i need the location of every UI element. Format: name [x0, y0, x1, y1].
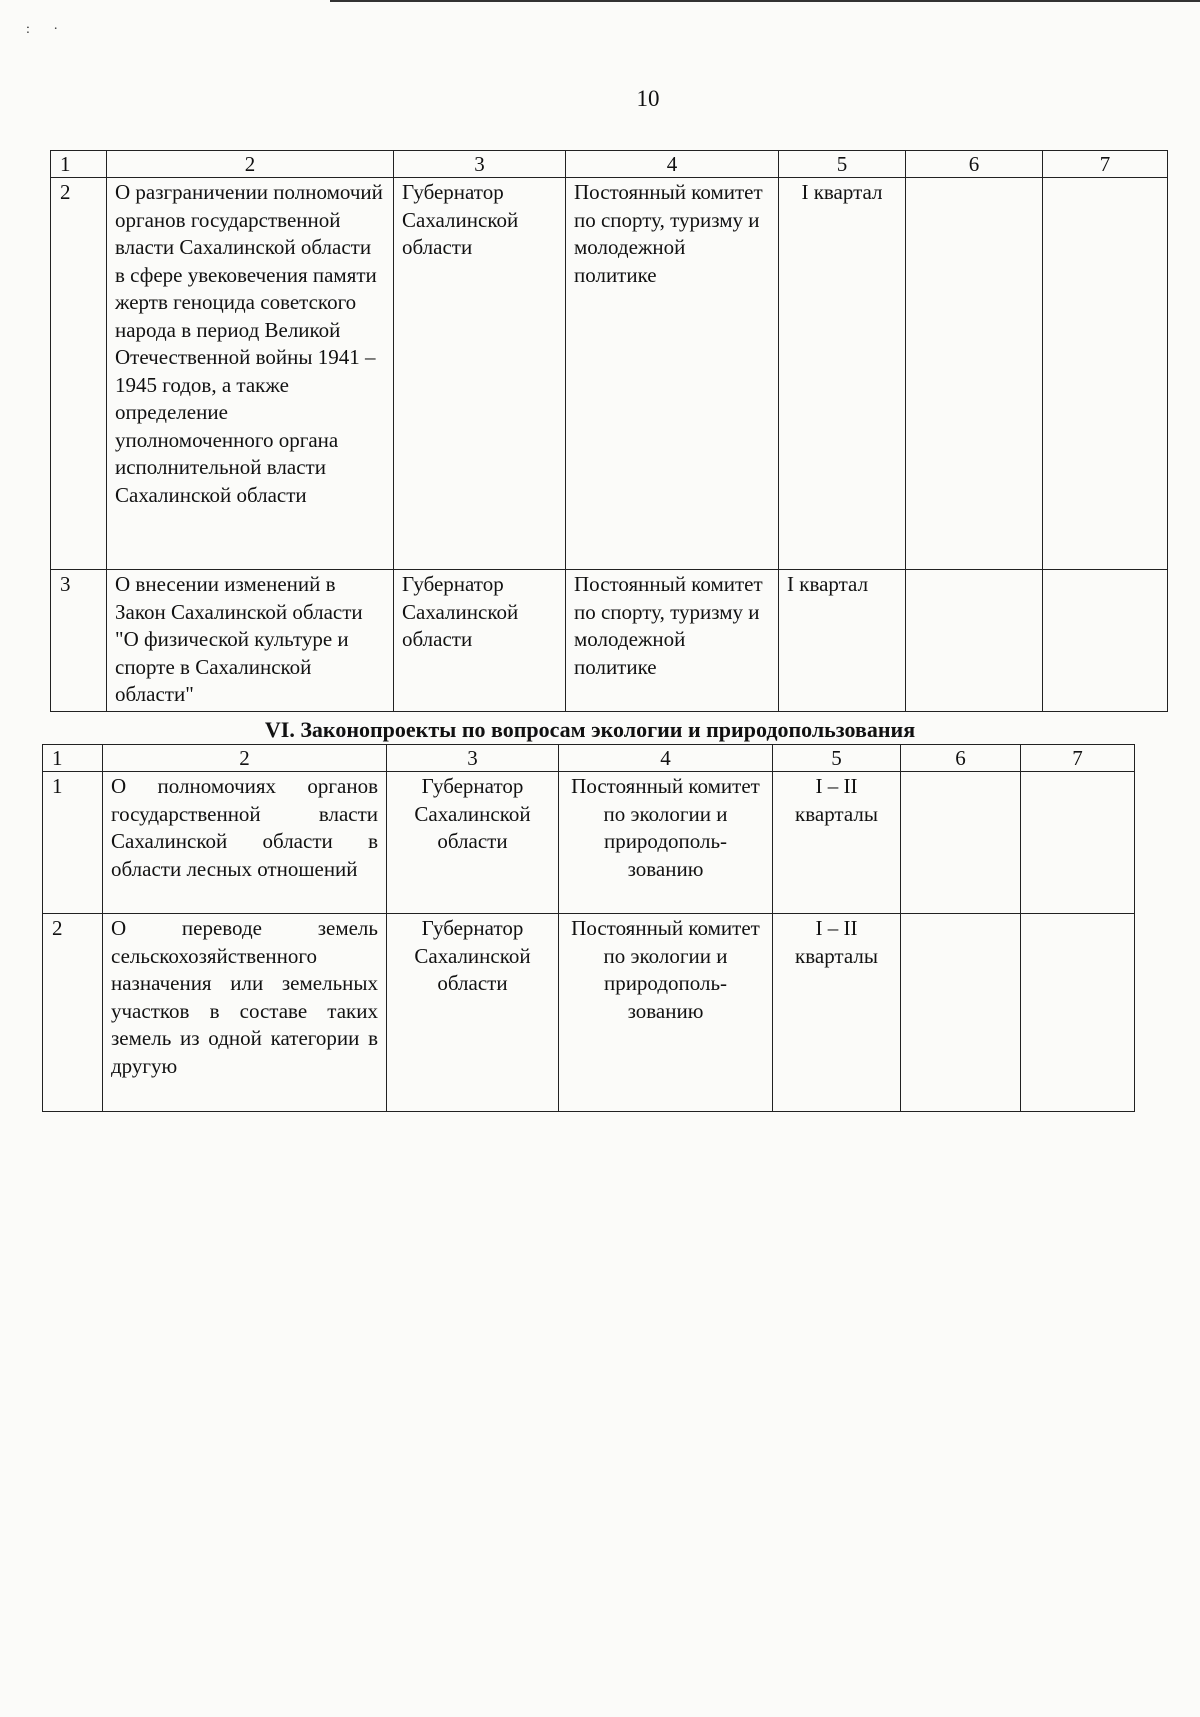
responsible-committee: Постоянный комитет по спорту, туризму и молодежной политике [566, 570, 779, 712]
header-cell: 3 [394, 151, 566, 178]
table-header-row [43, 745, 1135, 772]
row-number: 1 [43, 772, 103, 914]
row-number: 2 [43, 914, 103, 1112]
table-header-row [51, 151, 1168, 178]
header-cell: 3 [387, 745, 559, 772]
page-number: 10 [636, 86, 660, 111]
bill-author: Губернатор Сахалинской области [387, 772, 559, 914]
bill-author: Губернатор Сахалинской области [394, 570, 566, 712]
bill-title: О переводе земель сельскохозяйственного назначения или земельных участков в составе таких земель из одной категории в другую [103, 914, 387, 1112]
bill-title: О полномочиях органов государственной власти Сахалинской области в области лесных отношений [103, 772, 387, 914]
col7-cell [1043, 178, 1168, 570]
bill-author: Губернатор Сахалинской области [387, 914, 559, 1112]
term: I – II кварталы [773, 772, 901, 914]
header-cell: 6 [901, 745, 1021, 772]
term: I квартал [779, 570, 906, 712]
responsible-committee: Постоянный комитет по спорту, туризму и молодежной политике [566, 178, 779, 570]
header-cell: 6 [906, 151, 1043, 178]
responsible-committee: Постоянный комитет по экологии и природополь-зованию [559, 772, 773, 914]
table-row [51, 178, 1168, 570]
header-cell: 5 [779, 151, 906, 178]
bill-author: Губернатор Сахалинской области [394, 178, 566, 570]
table-row [51, 570, 1168, 712]
col7-cell [1021, 914, 1135, 1112]
header-cell: 4 [566, 151, 779, 178]
header-cell: 2 [107, 151, 394, 178]
term: I квартал [779, 178, 906, 570]
col6-cell [901, 914, 1021, 1112]
table-row [43, 772, 1135, 914]
scan-top-rule [330, 0, 1200, 2]
header-cell: 4 [559, 745, 773, 772]
row-number: 2 [51, 178, 107, 570]
col6-cell [906, 178, 1043, 570]
bill-title: О внесении изменений в Закон Сахалинской области "О физической культуре и спорте в Сахалинской области" [107, 570, 394, 712]
responsible-committee: Постоянный комитет по экологии и природополь-зованию [559, 914, 773, 1112]
col6-cell [906, 570, 1043, 712]
header-cell: 1 [51, 151, 107, 178]
col7-cell [1021, 772, 1135, 914]
bill-title: О разграничении полномочий органов государственной власти Сахалинской области в сфере увековечения памяти жертв геноцида советского народа в период Великой Отечественной войны 1941 – 1945 годов, а также определение уполномоченного органа исполнительной власти Сахалинской области [107, 178, 394, 570]
table-row [43, 914, 1135, 1112]
header-cell: 5 [773, 745, 901, 772]
col7-cell [1043, 570, 1168, 712]
row-number: 3 [51, 570, 107, 712]
header-cell: 2 [103, 745, 387, 772]
section-title: VI. Законопроекты по вопросам экологии и природопользования [264, 717, 916, 742]
header-cell: 1 [43, 745, 103, 772]
header-cell: 7 [1021, 745, 1135, 772]
header-cell: 7 [1043, 151, 1168, 178]
scan-mark: : · [26, 22, 69, 37]
term: I – II кварталы [773, 914, 901, 1112]
plan-table-1 [50, 150, 1168, 712]
col6-cell [901, 772, 1021, 914]
plan-table-2 [42, 744, 1135, 1112]
